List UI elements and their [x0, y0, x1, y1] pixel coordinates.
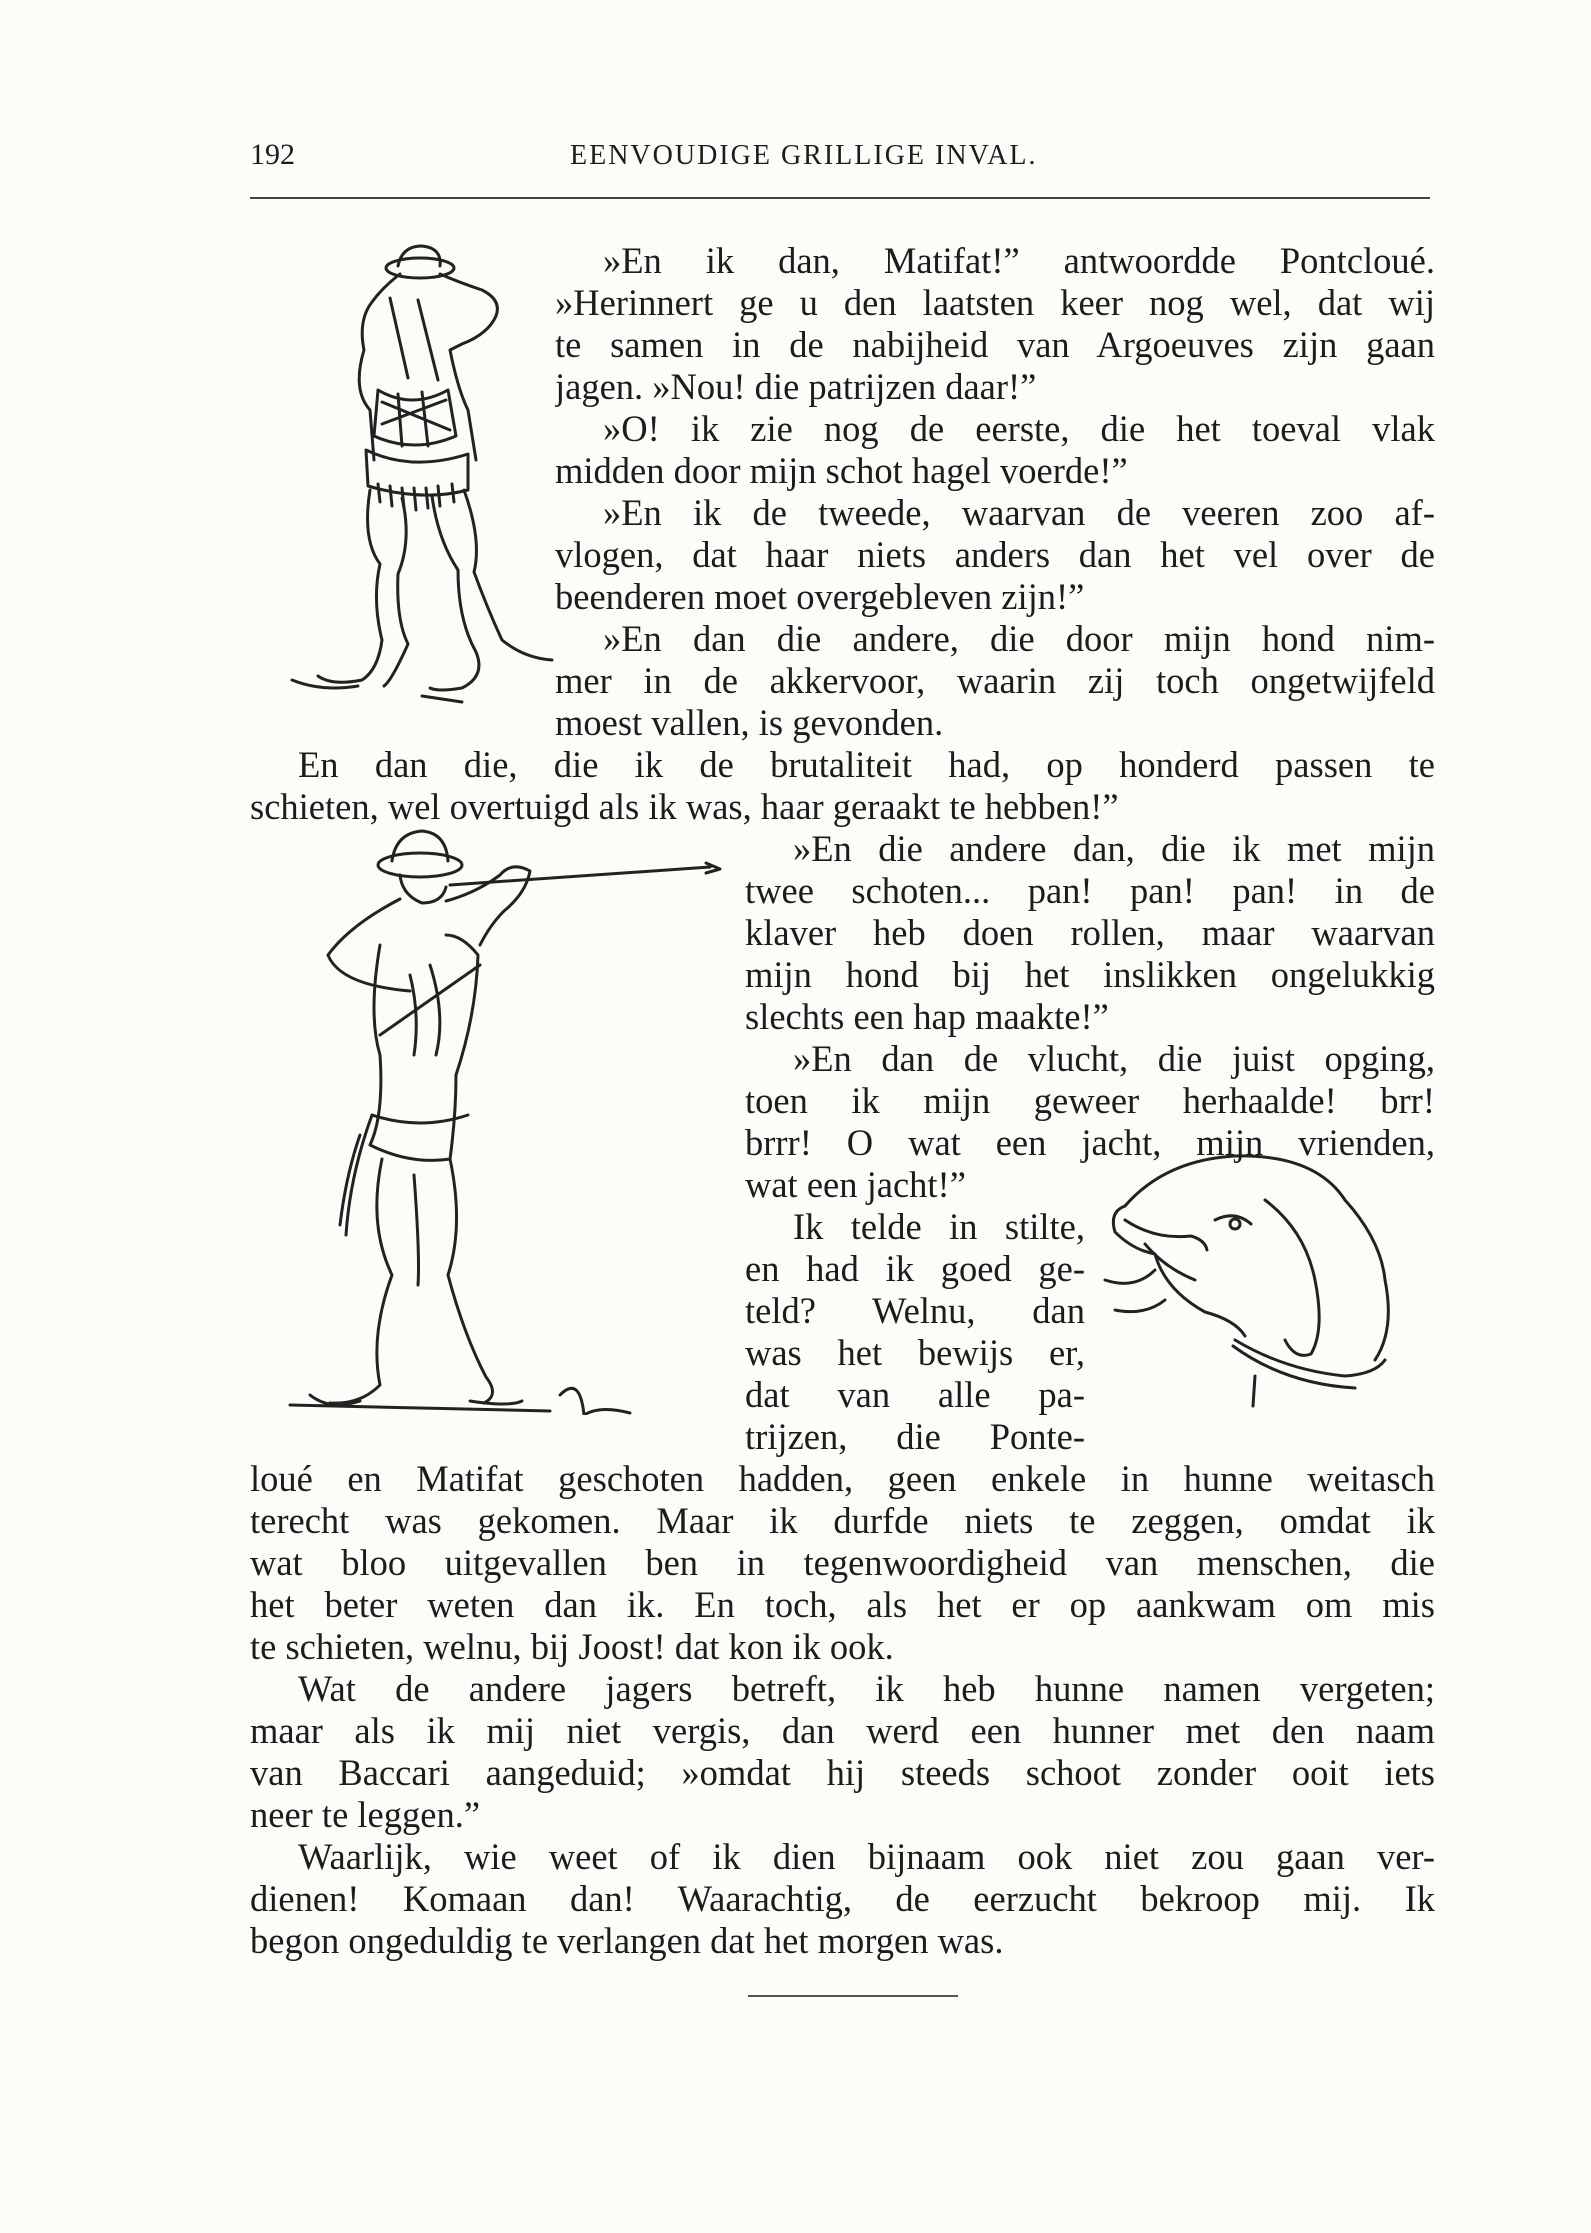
text-line: moest vallen, is gevonden.	[555, 702, 944, 743]
text-line: mijn hond bij het inslikken ongelukkig	[745, 954, 1435, 995]
text-line: Waarlijk, wie weet of ik dien bijnaam ook niet zou gaan ver-	[298, 1836, 1435, 1877]
text-line: »En die andere dan, die ik met mijn	[793, 828, 1435, 869]
text-line: begon ongeduldig te verlangen dat het morgen was.	[250, 1920, 1004, 1961]
text-line: Wat de andere jagers betreft, ik heb hunne namen vergeten;	[298, 1668, 1435, 1709]
text-line: trijzen, die Ponte-	[745, 1416, 1085, 1457]
text-line: »Herinnert ge u den laatsten keer nog wel, dat wij	[555, 282, 1435, 323]
text-line: terecht was gekomen. Maar ik durfde niets te zeggen, omdat ik	[250, 1500, 1435, 1541]
text-line: toen ik mijn geweer herhaalde! brr!	[745, 1080, 1435, 1121]
text-line: loué en Matifat geschoten hadden, geen enkele in hunne weitasch	[250, 1458, 1435, 1499]
text-line: wat een jacht!”	[745, 1164, 966, 1205]
text-line: En dan die, die ik de brutaliteit had, op honderd passen te	[298, 744, 1435, 785]
text-line: wat bloo uitgevallen ben in tegenwoordigheid van menschen, die	[250, 1542, 1435, 1583]
text-line: neer te leggen.”	[250, 1794, 481, 1835]
text-line: dat van alle pa-	[745, 1374, 1085, 1415]
text-line: beenderen moet overgebleven zijn!”	[555, 576, 1085, 617]
text-line: »En ik dan, Matifat!” antwoordde Pontcloué.	[603, 240, 1435, 281]
text-line: »En ik de tweede, waarvan de veeren zoo af-	[603, 492, 1435, 533]
hunter-back-illustration	[262, 240, 562, 720]
text-line: was het bewijs er,	[745, 1332, 1085, 1373]
end-rule	[748, 1995, 958, 1997]
text-line: slechts een hap maakte!”	[745, 996, 1109, 1037]
text-line: mer in de akkervoor, waarin zij toch ongetwijfeld	[555, 660, 1435, 701]
text-line: van Baccari aangeduid; »omdat hij steeds schoot zonder ooit iets	[250, 1752, 1435, 1793]
text-line: vlogen, dat haar niets anders dan het vel over de	[555, 534, 1435, 575]
text-line: twee schoten... pan! pan! pan! in de	[745, 870, 1435, 911]
page-number: 192	[250, 138, 295, 171]
text-line: brrr! O wat een jacht, mijn vrienden,	[745, 1122, 1435, 1163]
hunter-aiming-illustration	[250, 815, 740, 1415]
text-line: midden door mijn schot hagel voerde!”	[555, 450, 1128, 491]
text-line: het beter weten dan ik. En toch, als het er op aankwam om mis	[250, 1584, 1435, 1625]
header-rule	[250, 197, 1430, 199]
text-line: »O! ik zie nog de eerste, die het toeval vlak	[603, 408, 1435, 449]
text-line: »En dan de vlucht, die juist opging,	[793, 1038, 1435, 1079]
text-line: maar als ik mij niet vergis, dan werd een hunner met den naam	[250, 1710, 1435, 1751]
text-line: dienen! Komaan dan! Waarachtig, de eerzucht bekroop mij. Ik	[250, 1878, 1435, 1919]
text-line: teld? Welnu, dan	[745, 1290, 1085, 1331]
text-line: te samen in de nabijheid van Argoeuves zijn gaan	[555, 324, 1435, 365]
text-line: en had ik goed ge-	[745, 1248, 1085, 1289]
text-line: Ik telde in stilte,	[793, 1206, 1085, 1247]
text-line: »En dan die andere, die door mijn hond nim-	[603, 618, 1435, 659]
text-line: te schieten, welnu, bij Joost! dat kon ik ook.	[250, 1626, 894, 1667]
text-line: klaver heb doen rollen, maar waarvan	[745, 912, 1435, 953]
text-line: jagen. »Nou! die patrijzen daar!”	[555, 366, 1037, 407]
text-line: schieten, wel overtuigd als ik was, haar geraakt te hebben!”	[250, 786, 1119, 827]
running-title: EENVOUDIGE GRILLIGE INVAL.	[570, 140, 1038, 171]
